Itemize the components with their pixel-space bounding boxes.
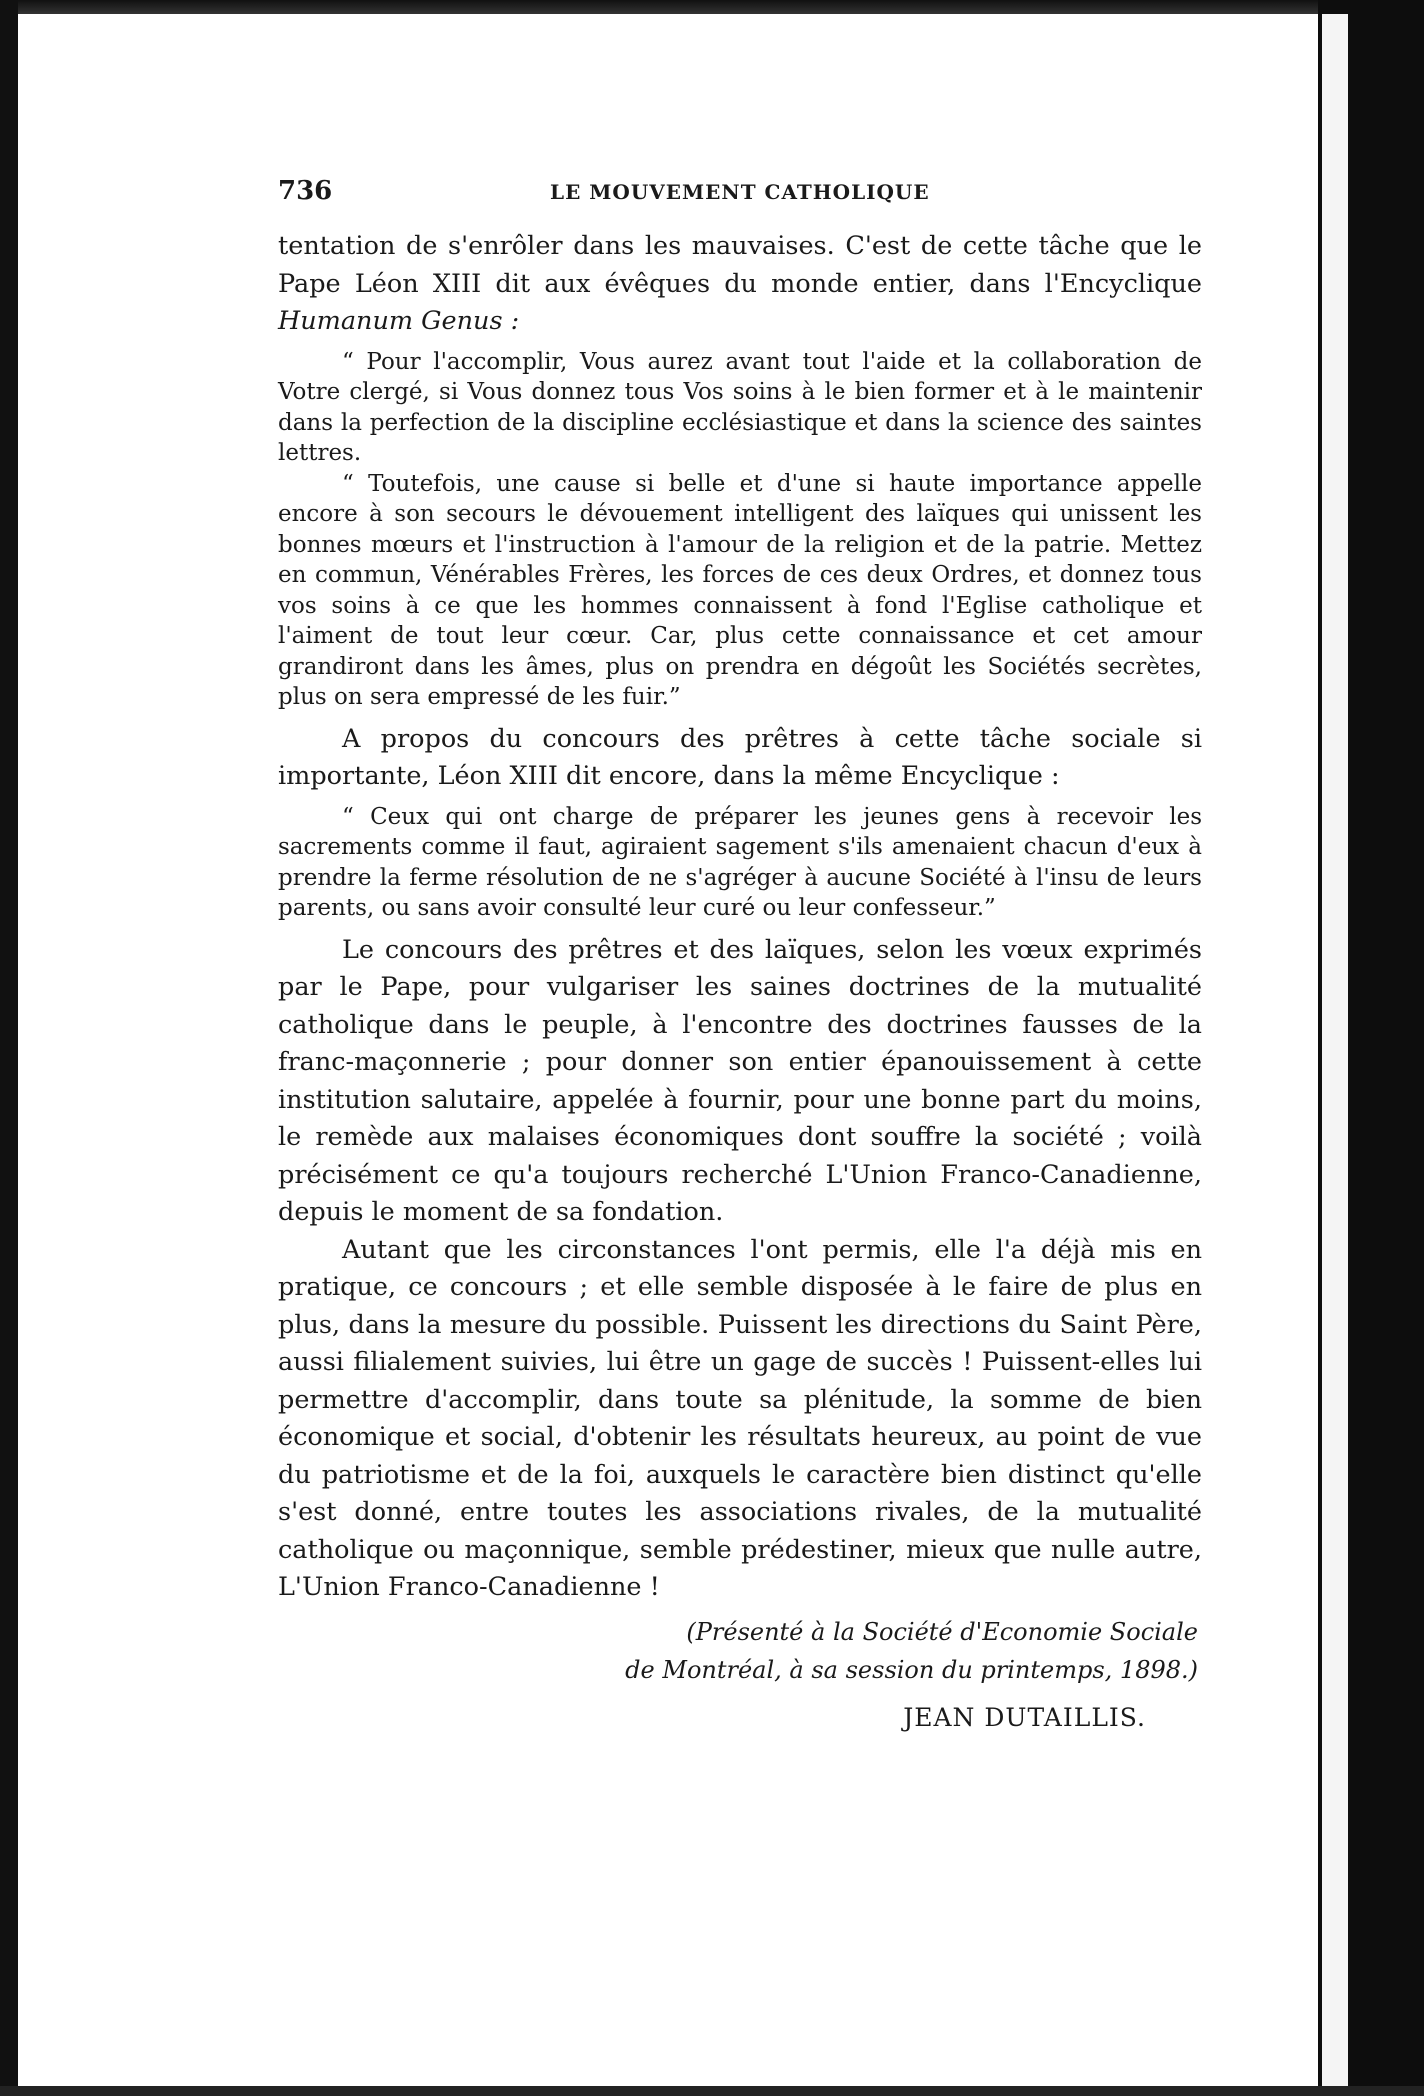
page-number: 736 (278, 176, 333, 206)
quote-3: “ Ceux qui ont charge de préparer les jeunes gens à recevoir les sacrements comme il faut, agiraient sagement s'ils amenaient chacun d'eux à prendre la ferme résolution de ne s'agréger à aucune Société à l'insu de leurs parents, ou sans avoir consulté leur curé ou leur confesseur.” (278, 803, 1202, 921)
book-page (278, 176, 1202, 1732)
author-signature: JEAN DUTAILLIS. (903, 1702, 1146, 1732)
encyclical-title: Humanum Genus : (278, 306, 520, 336)
paragraph-1 (278, 228, 1202, 341)
facing-page-strip (1322, 14, 1348, 2096)
credit-line-1: (Présenté à la Société d'Economie Sociale (686, 1617, 1198, 1646)
paragraph-2: A propos du concours des prêtres à cette tâche sociale si importante, Léon XIII dit encore, dans la même Encyclique : (278, 723, 1202, 791)
spacer (278, 713, 1202, 721)
credit-line-2: de Montréal, à sa session du printemps, 1898.) (625, 1655, 1198, 1684)
presentation-credit (278, 1613, 1202, 1689)
scan-edge-top (0, 0, 1424, 14)
scan-edge-bottom (0, 2086, 1424, 2096)
quote-2: “ Toutefois, une cause si belle et d'une si haute importance appelle encore à son secours le dévouement intelligent des laïques qui unissent les bonnes mœurs et l'instruction à l'amour de la religion et de la patrie. Mettez en commun, Vénérables Frères, les forces de ces deux Ordres, et donnez tous vos soins à ce que les hommes connaissent à fond l'Eglise catholique et l'aiment de tout leur cœur. Car, plus cette connaissance et cet amour grandiront dans les âmes, plus on prendra en dégoût les Sociétés secrètes, plus on sera empressé de les fuir.” (278, 470, 1202, 710)
quote-1: “ Pour l'accomplir, Vous aurez avant tout l'aide et la collaboration de Votre clergé, si Vous donnez tous Vos soins à le bien former et à le maintenir dans la perfection de la discipline ecclésiastique et dans la science des saintes lettres. (278, 348, 1202, 466)
paragraph-3: Le concours des prêtres et des laïques, selon les vœux exprimés par le Pape, pour vulgariser les saines doctrines de la mutualité catholique dans le peuple, à l'encontre des doctrines fausses de la franc-maçonnerie ; pour donner son entier épanouissement à cette institution salutaire, appelée à fournir, pour une bonne part du moins, le remède aux malaises économiques dont souffre la société ; voilà précisément ce qu'a toujours recherché L'Union Franco-Canadienne, depuis le moment de sa fondation. (278, 934, 1202, 1227)
spacer (278, 924, 1202, 932)
paragraph-1-text: tentation de s'enrôler dans les mauvaises. C'est de cette tâche que le Pape Léon XIII dit aux évêques du monde entier, dans l'Encyclique (278, 231, 1202, 299)
running-title: LE MOUVEMENT CATHOLIQUE (550, 180, 930, 204)
running-head (278, 176, 1202, 216)
scan-edge-left (0, 0, 18, 2096)
paragraph-4: Autant que les circonstances l'ont permis, elle l'a déjà mis en pratique, ce concours ; et elle semble disposée à le faire de plus en plus, dans la mesure du possible. Puissent les directions du Saint Père, aussi filialement suivies, lui être un gage de succès ! Puissent-elles lui permettre d'accomplir, dans toute sa plénitude, la somme de bien économique et social, d'obtenir les résultats heureux, au point de vue du patriotisme et de la foi, auxquels le caractère bien distinct qu'elle s'est donné, entre toutes les associations rivales, de la mutualité catholique ou maçonnique, semble prédestiner, mieux que nulle autre, L'Union Franco-Canadienne ! (278, 1234, 1202, 1602)
